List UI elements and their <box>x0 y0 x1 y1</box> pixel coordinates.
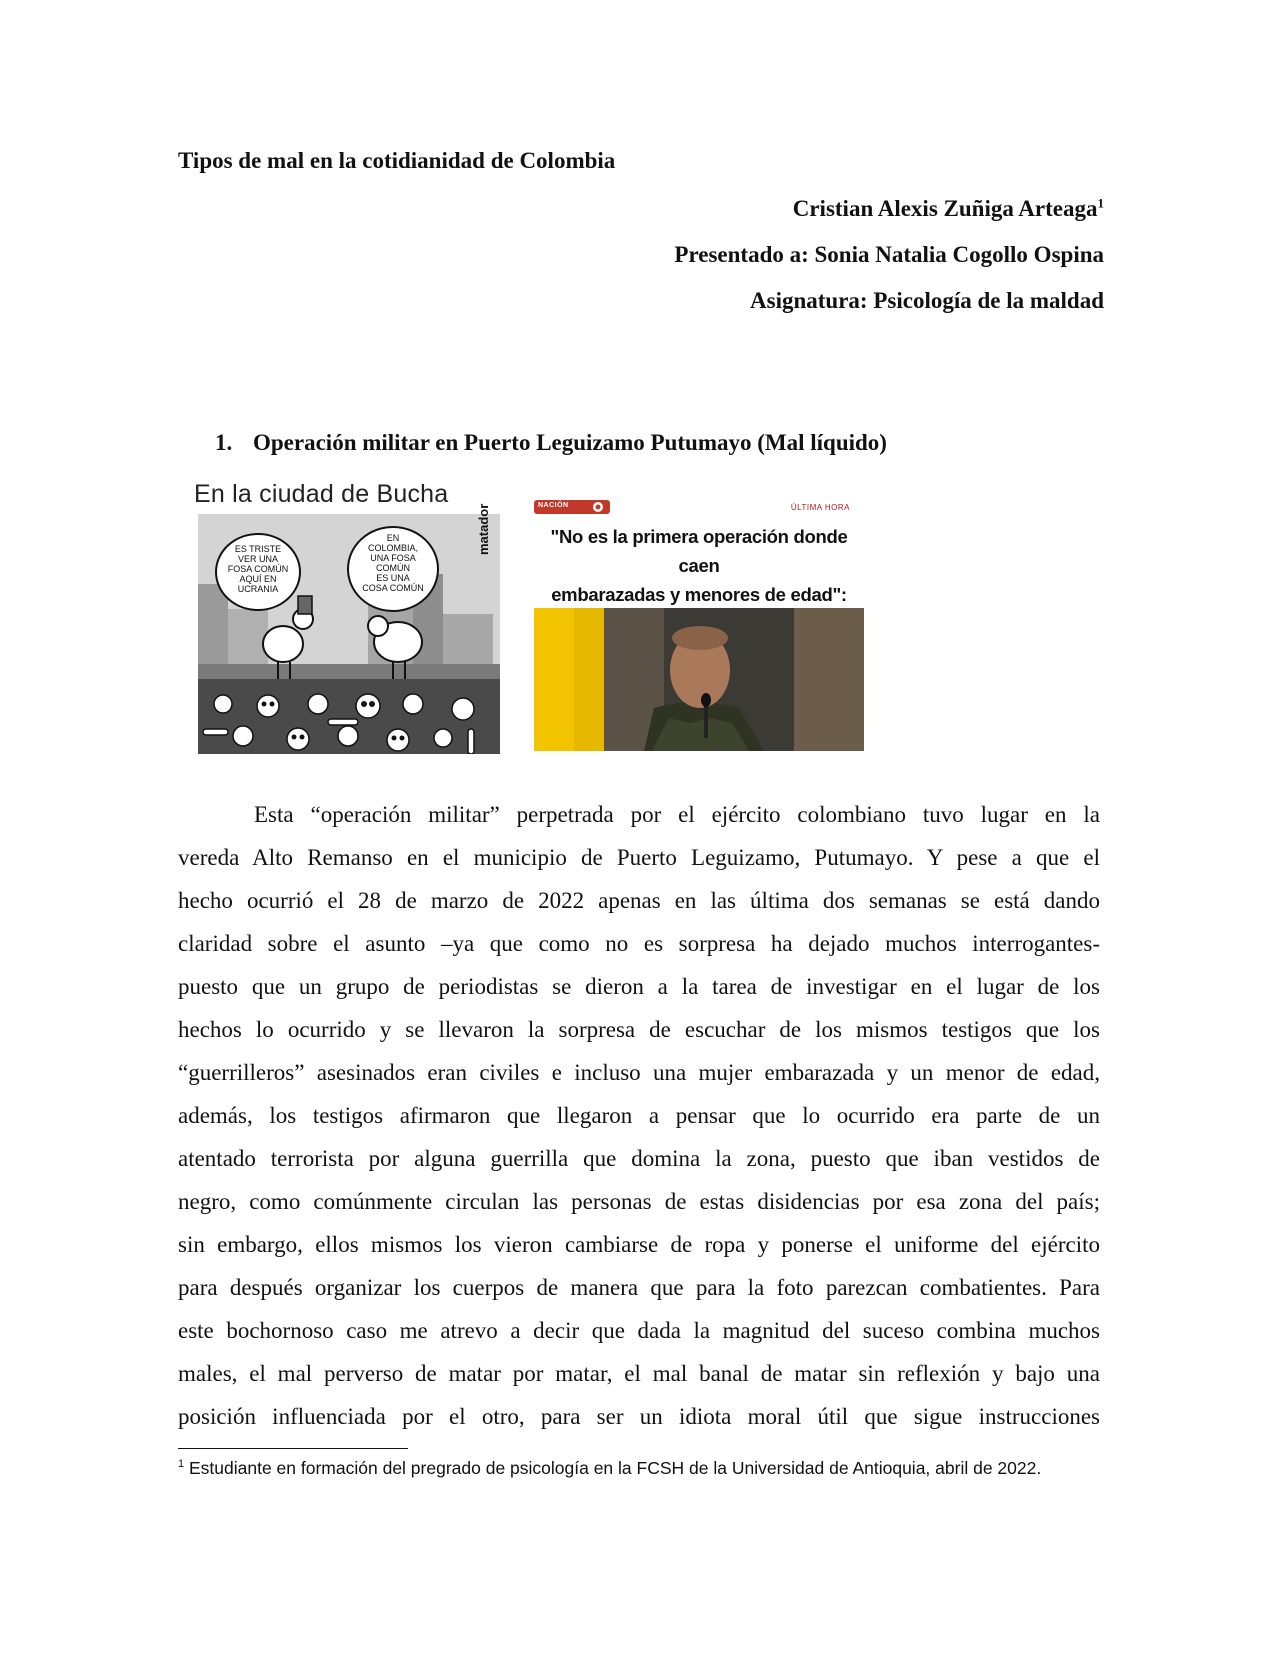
document-title: Tipos de mal en la cotidianidad de Colombia <box>178 148 616 173</box>
bubble-left-line-2: VER UNA <box>237 554 279 564</box>
section-title: Operación militar en Puerto Leguizamo Putumayo (Mal líquido) <box>253 430 887 455</box>
bubble-right-line-6: COSA COMÚN <box>362 583 424 593</box>
footnote-number: 1 <box>178 1458 185 1471</box>
footnote-separator <box>178 1448 408 1449</box>
bubble-right-line-3: UNA FOSA <box>370 553 416 563</box>
section-number: 1. <box>215 430 233 455</box>
bubble-left-line-5: UCRANIA <box>237 584 279 594</box>
body-line: claridad sobre el asunto –ya que como no es sorpresa ha dejado muchos interrogantes- <box>178 931 1100 956</box>
news-photo <box>534 608 864 751</box>
body-line: negro, como comúnmente circulan las personas de estas disidencias por esa zona del país; <box>178 1189 1100 1214</box>
body-line: sin embargo, ellos mismos los vieron cambiarse de ropa y ponerse el uniforme del ejército <box>178 1232 1100 1257</box>
presented-to: Presentado a: Sonia Natalia Cogollo Ospina <box>674 242 1104 267</box>
bubble-right-line-1: EN <box>386 533 400 543</box>
body-line: atentado terrorista por alguna guerrilla que domina la zona, puesto que iban vestidos de <box>178 1146 1100 1171</box>
news-card-image <box>534 498 864 753</box>
body-paragraph <box>178 793 1100 1438</box>
footnote-text: Estudiante en formación del pregrado de psicología en la FCSH de la Universidad de Antioquia, abril de 2022. <box>189 1458 1042 1478</box>
section-heading <box>215 430 887 456</box>
cartoon-illustration <box>198 514 500 754</box>
bubble-right-line-5: ES UNA <box>376 573 410 583</box>
cartoon-image <box>194 480 504 755</box>
body-line: posición influenciada por el otro, para ser un idiota moral útil que sigue instrucciones <box>178 1404 1100 1429</box>
body-line: Esta “operación militar” perpetrada por el ejército colombiano tuvo lugar en la <box>254 802 1100 827</box>
news-tag: ÚLTIMA HORA <box>790 503 850 512</box>
body-line: además, los testigos afirmaron que llegaron a pensar que lo ocurrido era parte de un <box>178 1103 1100 1128</box>
bubble-left-line-1: ES TRISTE <box>234 544 282 554</box>
body-line: males, el mal perverso de matar por matar, el mal banal de matar sin reflexión y bajo una <box>178 1361 1100 1386</box>
body-line: hecho ocurrió el 28 de marzo de 2022 apenas en las última dos semanas se está dando <box>178 888 1100 913</box>
news-headline-line-2: embarazadas y menores de edad": <box>551 584 847 605</box>
cartoon-title: En la ciudad de Bucha <box>194 480 449 508</box>
body-line: para después organizar los cuerpos de manera que para la foto parezcan combatientes. Para <box>178 1275 1100 1300</box>
bubble-right-line-4: COMÚN <box>376 563 410 573</box>
body-line: hechos lo ocurrido y se llevaron la sorpresa de escuchar de los mismos testigos que los <box>178 1017 1100 1042</box>
bubble-right-line-2: COLOMBIA, <box>367 543 419 553</box>
bubble-left-line-3: FOSA COMÚN <box>227 564 289 574</box>
footnote <box>178 1455 1078 1481</box>
subject-line: Asignatura: Psicología de la maldad <box>750 288 1104 313</box>
author-line <box>793 196 1104 222</box>
cartoon-signature: matador <box>476 503 491 555</box>
news-card-header <box>534 498 864 520</box>
news-section-label: NACIÓN <box>538 502 569 509</box>
body-line: vereda Alto Remanso en el municipio de Puerto Leguizamo, Putumayo. Y pese a que el <box>178 845 1100 870</box>
body-line: puesto que un grupo de periodistas se dieron a la tarea de investigar en el lugar de los <box>178 974 1100 999</box>
bubble-left-line-4: AQUÍ EN <box>239 574 277 584</box>
author-name: Cristian Alexis Zuñiga Arteaga <box>792 196 1098 221</box>
news-headline-line-1: "No es la primera operación donde caen <box>550 526 848 576</box>
body-line: “guerrilleros” asesinados eran civiles e incluso una mujer embarazada y un menor de edad, <box>178 1060 1100 1085</box>
footnote-ref: 1 <box>1097 195 1104 211</box>
body-line: este bochornoso caso me atrevo a decir que dada la magnitud del suceso combina muchos <box>178 1318 1100 1343</box>
